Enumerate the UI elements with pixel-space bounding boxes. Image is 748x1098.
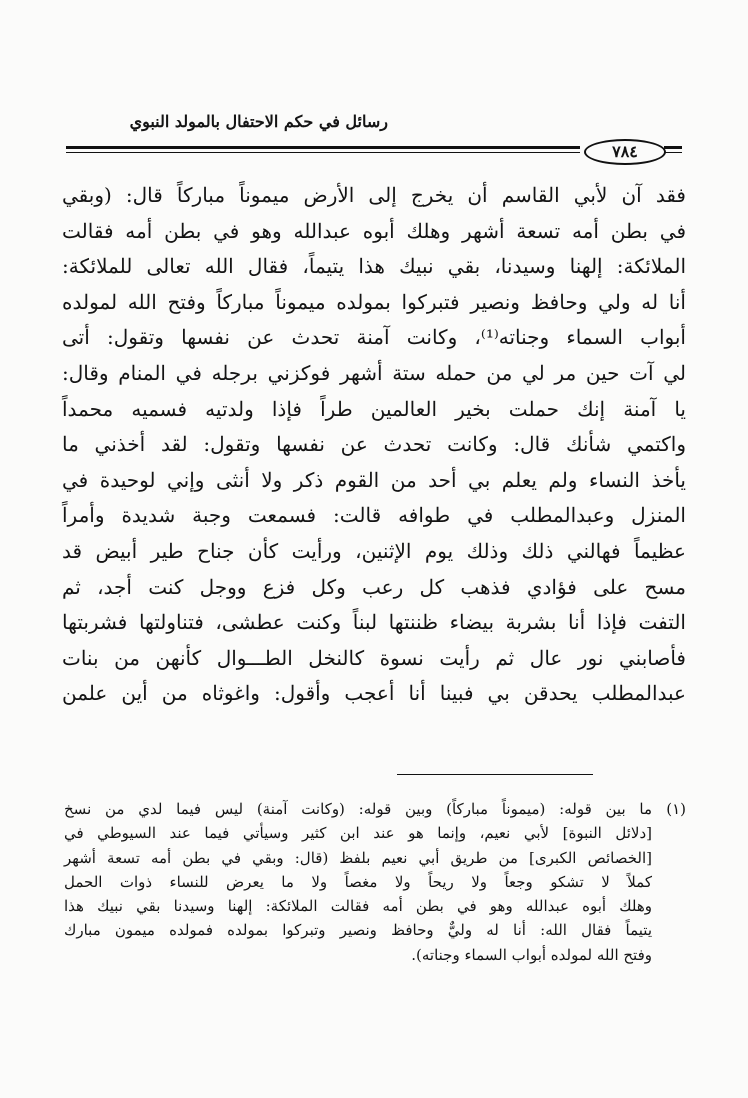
text-line: يا آمنة إنك حملت بخير العالمين طراً فإذا ولدتيه فسميه محمداً xyxy=(62,396,686,421)
footnote-line: كملاً لا تشكو وجعاً ولا ريحاً ولا مغصاً ولا ما يعرض للنساء ذوات الحمل xyxy=(64,872,652,891)
text-line: عبدالمطلب يحدقن بي فبينا أنا أعجب وأقول: واغوثاه من أين علمن xyxy=(62,681,686,706)
text-line: مسح على فؤادي فذهب كل رعب وكل فزع ووجل كنت أجد، ثم xyxy=(62,574,686,599)
text-line: التفت فإذا أنا بشربة بيضاء ظننتها لبناً وكنت عطشى، فتناولتها فشربتها xyxy=(62,610,686,635)
header-rule-right-thick xyxy=(664,146,682,149)
text-line: فأصابني نور عال ثم رأيت نسوة كالنخل الطـــوال كأنهن من بنات xyxy=(62,645,686,670)
text-line: فقد آن لأبي القاسم أن يخرج إلى الأرض ميموناً مباركاً قال: (وبقي xyxy=(62,183,686,207)
footnote-line: [دلائل النبوة] لأبي نعيم، وإنما هو عند ابن كثير وسيأتي فيما عند السيوطي في xyxy=(64,824,652,843)
main-text xyxy=(62,178,686,712)
text-line: لي آت حين مر لي من حمله ستة أشهر فوكزني برجله في المنام وقال: xyxy=(62,360,686,385)
text-line: أبواب السماء وجناته⁽¹⁾، وكانت آمنة تحدث عن نفسها وتقول: أتى xyxy=(62,325,686,350)
text-line: المنزل وعبدالمطلب في طوافه قالت: فسمعت وجبة شديدة وأمراً xyxy=(62,503,686,528)
footnote-line: ما بين قوله: (ميموناً مباركاً) وبين قوله: (وكانت آمنة) ليس فيما لدي من نسخ xyxy=(64,800,652,818)
text-line: يأخذ النساء ولم يعلم بي أحد من القوم ذكر ولا أنثى وإني لوحيدة في xyxy=(62,467,686,492)
header-rule-thick xyxy=(66,146,580,149)
footnote-marker: (١) xyxy=(666,800,686,818)
footnote-text xyxy=(64,797,652,967)
text-line: واكتمي شأنك قال: وكانت تحدث عن نفسها وتقول: لقد أخذني ما xyxy=(62,432,686,457)
footnote-separator xyxy=(397,774,593,775)
footnote xyxy=(64,797,686,967)
header-rule-thin xyxy=(66,152,580,153)
footnote-line: وهلك أبوه عبدالله وهو في بطن أمه فقالت الملائكة: إلهنا وسيدنا بقي نبيك هذا xyxy=(64,897,652,916)
text-line: في بطن أمه تسعة أشهر وهلك أبوه عبدالله وهو في بطن أمه فقالت xyxy=(62,218,686,243)
footnote-line: وفتح الله لمولده أبواب السماء وجناته). xyxy=(411,945,652,964)
running-header-title: رسائل في حكم الاحتفال بالمولد النبوي xyxy=(129,112,388,131)
header-rule-right-thin xyxy=(664,152,682,153)
page-number: ٧٨٤ xyxy=(584,139,666,165)
footnote-line: يتيماً فقال الله: أنا له وليٌّ وحافظ ونصير وتبركوا بمولده فمولده ميمون مبارك xyxy=(64,921,652,940)
text-line: عظيماً فهالني ذلك وذلك يوم الإثنين، ورأيت كأن جناح طير أبيض قد xyxy=(62,538,686,563)
text-line: أنا له ولي وحافظ ونصير فتبركوا بمولده ميموناً مباركاً وفتح الله لمولده xyxy=(62,289,686,314)
footnote-line: [الخصائص الكبرى] من طريق أبي نعيم بلفظ (قال: وبقي في بطن أمه تسعة أشهر xyxy=(64,848,652,867)
text-line: الملائكة: إلهنا وسيدنا، بقي نبيك هذا يتيماً، فقال الله تعالى للملائكة: xyxy=(62,254,686,279)
